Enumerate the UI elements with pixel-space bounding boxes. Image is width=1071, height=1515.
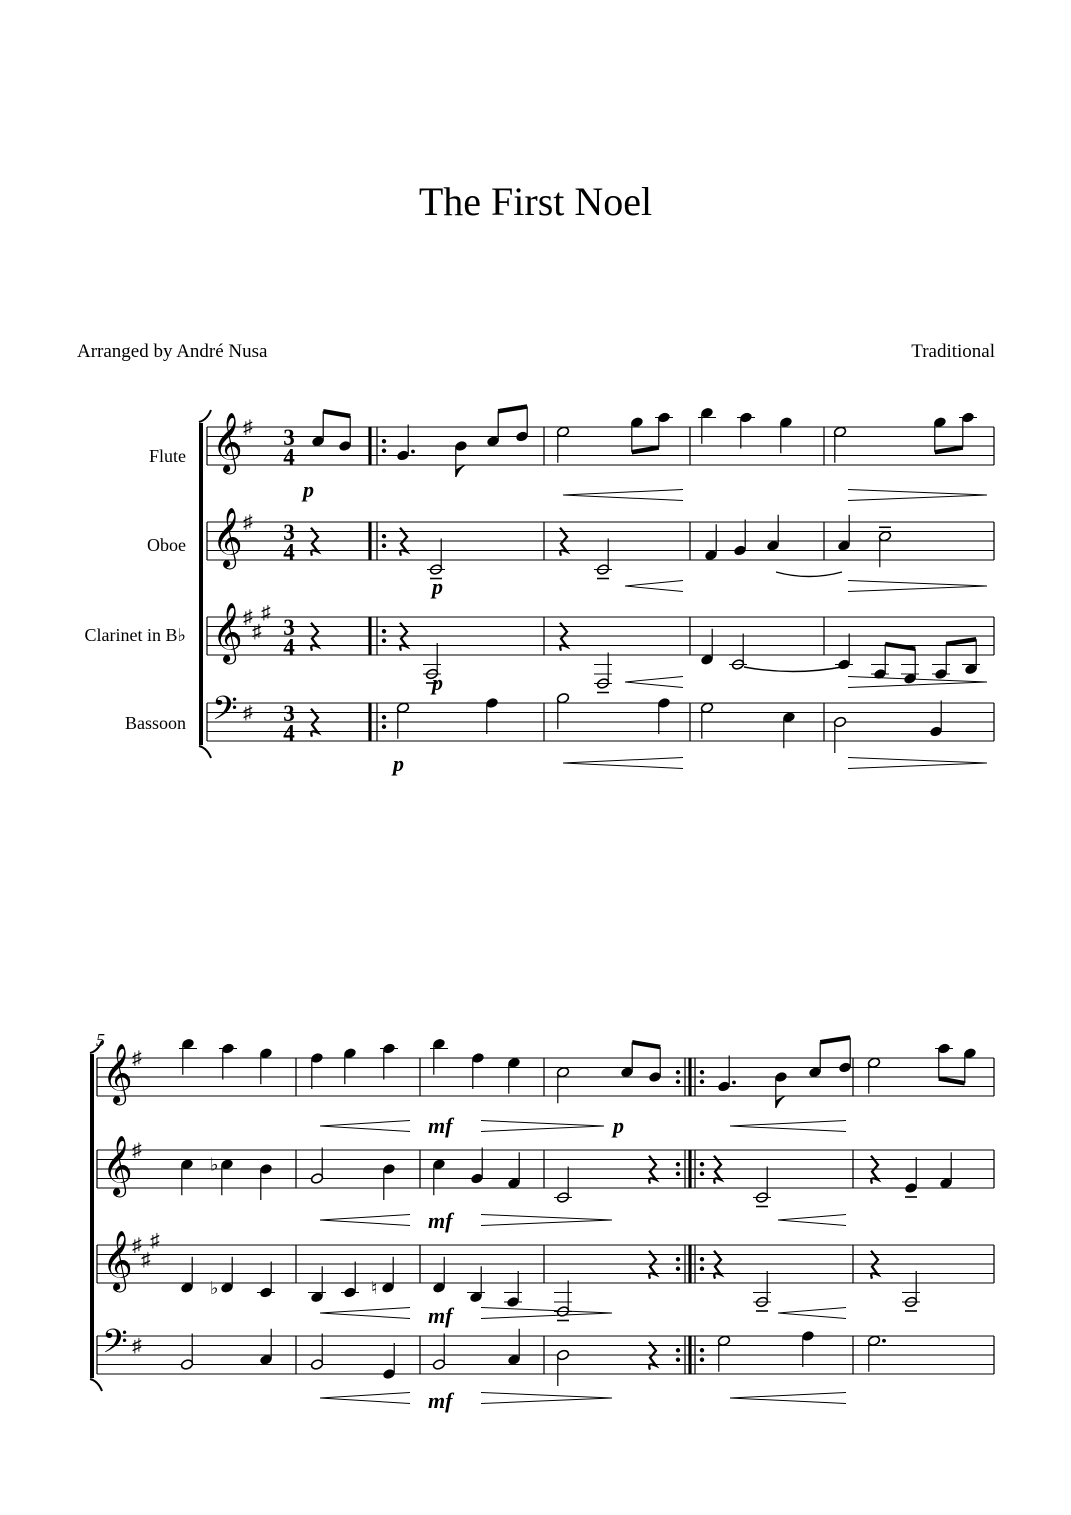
bass-clef-icon: 𝄢	[102, 1322, 128, 1368]
key-signature-sharp-icon: ♯	[132, 1335, 142, 1357]
repeat-dot	[382, 715, 386, 719]
repeat-dot	[676, 1080, 680, 1084]
repeat-dot	[676, 1162, 680, 1166]
flag	[456, 465, 465, 477]
crescendo-hairpin	[320, 1215, 410, 1221]
treble-clef-icon: 𝄞	[102, 1045, 133, 1103]
dynamic-p: p	[432, 574, 443, 599]
crescendo-hairpin	[563, 490, 683, 496]
composer-credit: Traditional	[911, 341, 995, 362]
tie	[776, 572, 842, 577]
beam	[935, 448, 963, 453]
augmentation-dot	[882, 1339, 886, 1343]
key-signature-sharp-icon: ♯	[252, 621, 262, 643]
decrescendo-hairpin	[848, 581, 987, 587]
decrescendo-hairpin	[848, 758, 987, 764]
key-signature-sharp-icon: ♯	[141, 1249, 151, 1271]
key-signature-sharp-icon: ♯	[132, 1235, 142, 1256]
crescendo-hairpin	[625, 677, 683, 683]
repeat-dot	[382, 534, 386, 538]
beam	[498, 407, 527, 412]
decrescendo-hairpin	[481, 1313, 612, 1319]
repeat-dot	[676, 1358, 680, 1362]
crescendo-hairpin	[730, 1398, 846, 1404]
time-signature-denominator: 4	[283, 634, 295, 660]
dynamic-p: p	[432, 670, 443, 695]
instrument-name-flute: Flute	[148, 446, 186, 466]
time-signature-numerator: 3	[283, 701, 295, 727]
beam	[946, 639, 976, 644]
dynamic-mf: mf	[428, 1113, 453, 1138]
dynamic-p: p	[303, 477, 314, 502]
instrument-name-bassoon: Bassoon	[124, 713, 186, 733]
repeat-dot	[676, 1070, 680, 1074]
system-bracket	[199, 746, 211, 758]
decrescendo-hairpin	[481, 1220, 612, 1226]
crescendo-hairpin	[563, 495, 683, 501]
time-signature-denominator: 4	[283, 444, 295, 470]
crescendo-hairpin	[320, 1121, 410, 1127]
treble-clef-icon: 𝄞	[212, 509, 243, 567]
arranger-credit: Arranged by André Nusa	[77, 341, 268, 362]
dynamic-mf: mf	[428, 1388, 453, 1413]
decrescendo-hairpin	[481, 1126, 604, 1132]
beam	[323, 411, 350, 416]
measure-number: 5	[96, 1030, 105, 1050]
key-signature-sharp-icon: ♯	[243, 702, 253, 724]
instrument-name-oboe: Oboe	[147, 535, 186, 555]
repeat-dot	[700, 1358, 704, 1362]
repeat-dot	[700, 1267, 704, 1271]
instrument-name-clarinet: Clarinet in B♭	[84, 625, 186, 645]
time-signature-numerator: 3	[283, 520, 295, 546]
flat-icon: ♭	[210, 1154, 219, 1175]
decrescendo-hairpin	[848, 763, 987, 769]
augmentation-dot	[732, 1081, 736, 1085]
crescendo-hairpin	[320, 1220, 410, 1226]
crescendo-hairpin	[778, 1308, 846, 1314]
repeat-dot	[382, 439, 386, 443]
flat-icon: ♭	[210, 1277, 219, 1298]
decrescendo-hairpin	[481, 1393, 612, 1399]
treble-clef-icon: 𝄞	[102, 1232, 133, 1290]
system-1	[85, 407, 994, 777]
key-signature-sharp-icon: ♯	[243, 607, 253, 628]
decrescendo-hairpin	[481, 1308, 612, 1314]
decrescendo-hairpin	[481, 1398, 612, 1404]
tie	[744, 667, 842, 672]
augmentation-dot	[411, 450, 415, 454]
flag	[776, 1096, 785, 1108]
system-bracket	[90, 1379, 102, 1391]
decrescendo-hairpin	[848, 495, 987, 501]
beam	[939, 1079, 965, 1084]
repeat-dot	[676, 1172, 680, 1176]
key-signature-sharp-icon: ♯	[243, 417, 253, 438]
repeat-dot	[700, 1162, 704, 1166]
system-2	[90, 1030, 994, 1413]
time-signature-denominator: 4	[283, 539, 295, 565]
crescendo-hairpin	[730, 1126, 846, 1132]
decrescendo-hairpin	[481, 1121, 604, 1127]
score-title: The First Noel	[418, 179, 653, 224]
dynamic-p: p	[613, 1113, 624, 1138]
crescendo-hairpin	[320, 1313, 410, 1319]
dynamic-mf: mf	[428, 1208, 453, 1233]
treble-clef-icon: 𝄞	[212, 414, 243, 472]
crescendo-hairpin	[625, 682, 683, 688]
beam	[885, 644, 915, 649]
repeat-dot	[382, 629, 386, 633]
repeat-dot	[382, 725, 386, 729]
treble-clef-icon: 𝄞	[212, 604, 243, 662]
system-bracket	[199, 410, 211, 422]
repeat-dot	[382, 449, 386, 453]
crescendo-hairpin	[320, 1398, 410, 1404]
decrescendo-hairpin	[848, 677, 987, 683]
decrescendo-hairpin	[848, 682, 987, 688]
crescendo-hairpin	[778, 1215, 846, 1221]
repeat-dot	[676, 1267, 680, 1271]
decrescendo-hairpin	[481, 1215, 612, 1221]
crescendo-hairpin	[778, 1220, 846, 1226]
time-signature-numerator: 3	[283, 425, 295, 451]
repeat-dot	[700, 1080, 704, 1084]
dynamic-mf: mf	[428, 1303, 453, 1328]
crescendo-hairpin	[320, 1393, 410, 1399]
repeat-dot	[700, 1348, 704, 1352]
key-signature-sharp-icon: ♯	[132, 1048, 142, 1069]
treble-clef-icon: 𝄞	[102, 1137, 133, 1195]
repeat-dot	[382, 639, 386, 643]
decrescendo-hairpin	[848, 586, 987, 592]
repeat-dot	[700, 1172, 704, 1176]
repeat-dot	[700, 1070, 704, 1074]
key-signature-sharp-icon: ♯	[150, 1230, 160, 1252]
decrescendo-hairpin	[848, 490, 987, 496]
time-signature-denominator: 4	[283, 720, 295, 746]
crescendo-hairpin	[563, 758, 683, 764]
dynamic-p: p	[393, 751, 404, 776]
beam	[632, 448, 659, 453]
natural-icon: ♮	[371, 1277, 378, 1298]
repeat-dot	[700, 1257, 704, 1261]
crescendo-hairpin	[730, 1393, 846, 1399]
crescendo-hairpin	[625, 586, 683, 592]
repeat-dot	[382, 544, 386, 548]
crescendo-hairpin	[625, 581, 683, 587]
key-signature-sharp-icon: ♯	[243, 512, 253, 533]
repeat-dot	[676, 1257, 680, 1261]
repeat-dot	[676, 1348, 680, 1352]
beam	[820, 1038, 850, 1043]
key-signature-sharp-icon: ♯	[261, 602, 271, 624]
bass-clef-icon: 𝄢	[212, 689, 238, 735]
crescendo-hairpin	[563, 763, 683, 769]
crescendo-hairpin	[320, 1308, 410, 1314]
crescendo-hairpin	[320, 1126, 410, 1132]
key-signature-sharp-icon: ♯	[132, 1140, 142, 1161]
time-signature-numerator: 3	[283, 615, 295, 641]
crescendo-hairpin	[778, 1313, 846, 1319]
beam	[632, 1042, 660, 1047]
crescendo-hairpin	[730, 1121, 846, 1127]
